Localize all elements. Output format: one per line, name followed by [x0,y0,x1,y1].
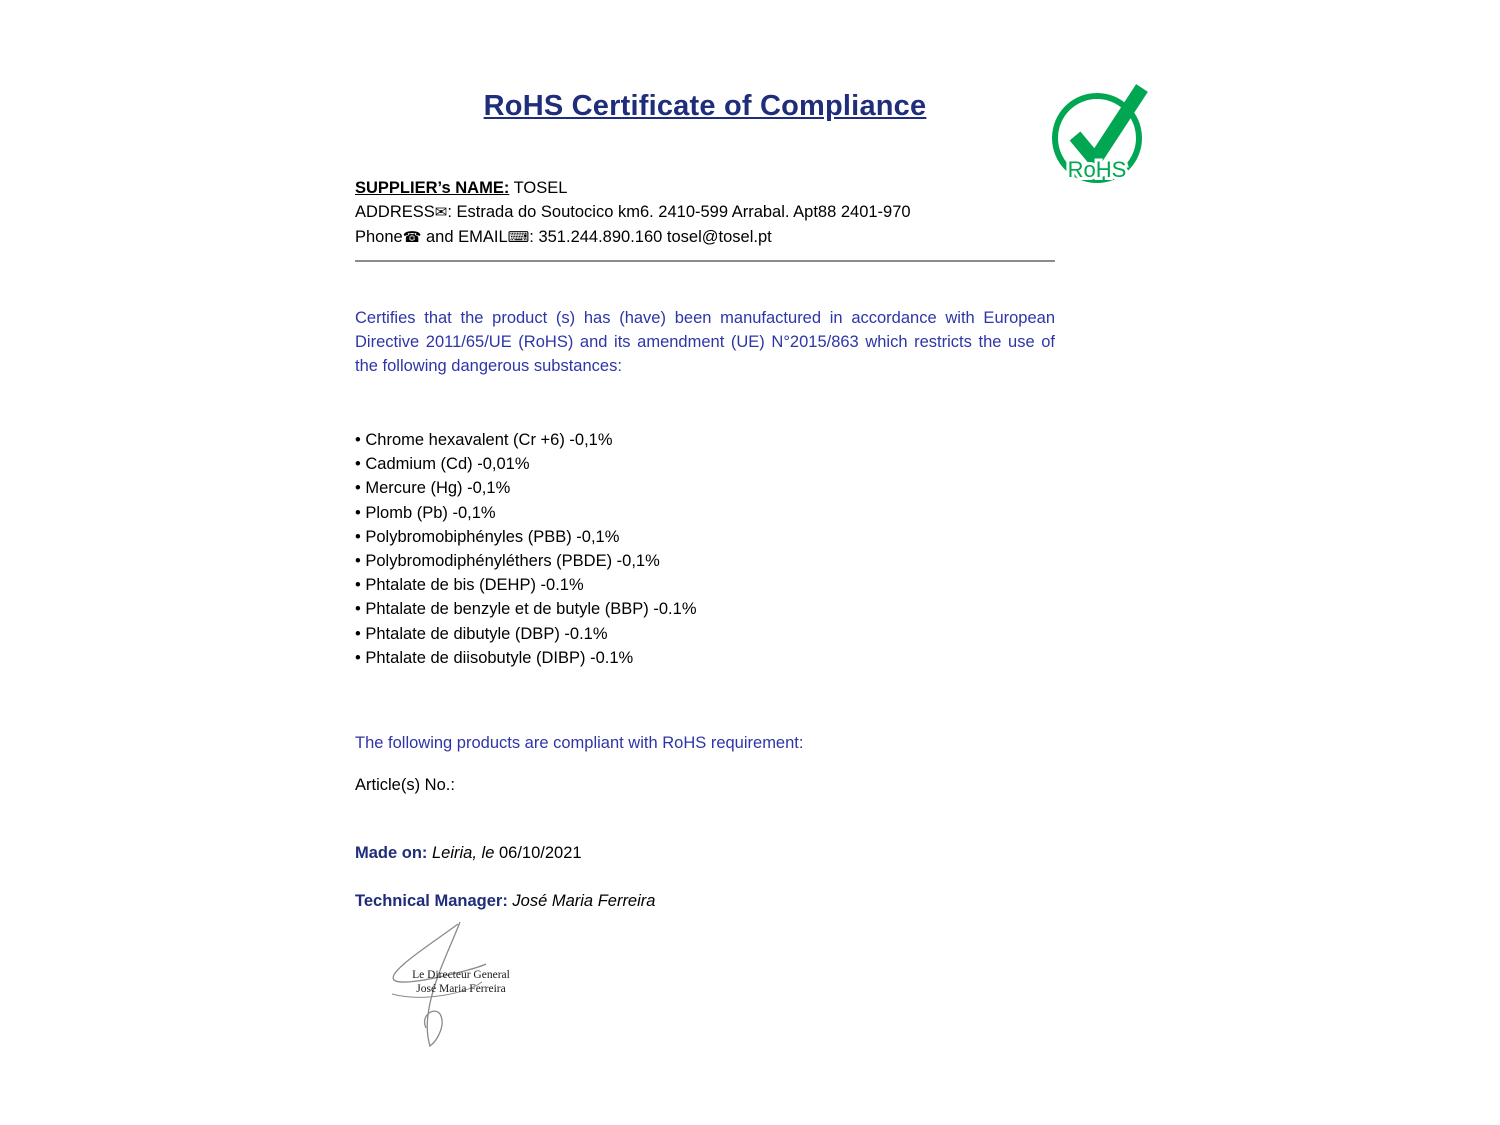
computer-icon: ⌨ [507,229,530,246]
address-value: : Estrada do Soutocico km6. 2410-599 Arrabal. Apt88 2401-970 [447,203,911,221]
signature-block [356,920,566,1055]
made-on-date: 06/10/2021 [498,844,582,862]
signature-line2: José Maria Ferreira [416,983,506,995]
technical-manager-line [355,892,1055,911]
supplier-name-label: SUPPLIER’s NAME: [355,179,510,197]
technical-manager-value: José Maria Ferreira [507,892,656,910]
document-title: RoHS Certificate of Compliance [483,90,927,122]
substance-item: • Polybromobiphényles (PBB) -0,1% [355,525,1055,549]
substances-list [355,428,1055,670]
compliance-line: The following products are compliant with RoHS requirement: [355,734,804,752]
supplier-name-value: TOSEL [509,179,568,197]
certification-statement: Certifies that the product (s) has (have) been manufactured in accordance with European Directive 2011/65/UE (RoHS) and its amendment (UE) N°2015/863 which restricts the use of the following dangerous substances: [355,309,1055,375]
technical-manager-label: Technical Manager: [355,892,508,910]
supplier-address-line [355,200,1055,225]
substance-item: • Plomb (Pb) -0,1% [355,501,1055,525]
divider-rule [355,260,1055,262]
supplier-name-line [355,176,1055,200]
rohs-logo-text: RoHS [1067,157,1127,182]
substance-item: • Polybromodiphényléthers (PBDE) -0,1% [355,549,1055,573]
signature-text [356,968,566,996]
made-on-line [355,844,1055,863]
substance-item: • Mercure (Hg) -0,1% [355,476,1055,500]
email-label: and EMAIL [421,228,508,246]
rohs-logo [1050,78,1152,188]
supplier-contact-line [355,225,1055,250]
made-on-place: Leiria, le [427,844,499,862]
substance-item: • Cadmium (Cd) -0,01% [355,452,1055,476]
substance-item: • Phtalate de bis (DEHP) -0.1% [355,573,1055,597]
substance-item: • Phtalate de diisobutyle (DIBP) -0.1% [355,646,1055,670]
envelope-icon: ✉ [434,204,448,221]
address-label: ADDRESS [355,203,435,221]
article-line: Article(s) No.: [355,776,455,794]
phone-label: Phone [355,228,403,246]
supplier-block [355,176,1055,250]
substance-item: • Phtalate de dibutyle (DBP) -0.1% [355,622,1055,646]
substance-item: • Phtalate de benzyle et de butyle (BBP) -0.1% [355,597,1055,621]
phone-email-value: : 351.244.890.160 tosel@tosel.pt [529,228,772,246]
made-on-label: Made on: [355,844,428,862]
signature-line1: Le Directeur General [412,969,510,981]
phone-icon: ☎ [402,229,422,246]
rohs-check-icon [1050,78,1152,188]
substance-item: • Chrome hexavalent (Cr +6) -0,1% [355,428,1055,452]
